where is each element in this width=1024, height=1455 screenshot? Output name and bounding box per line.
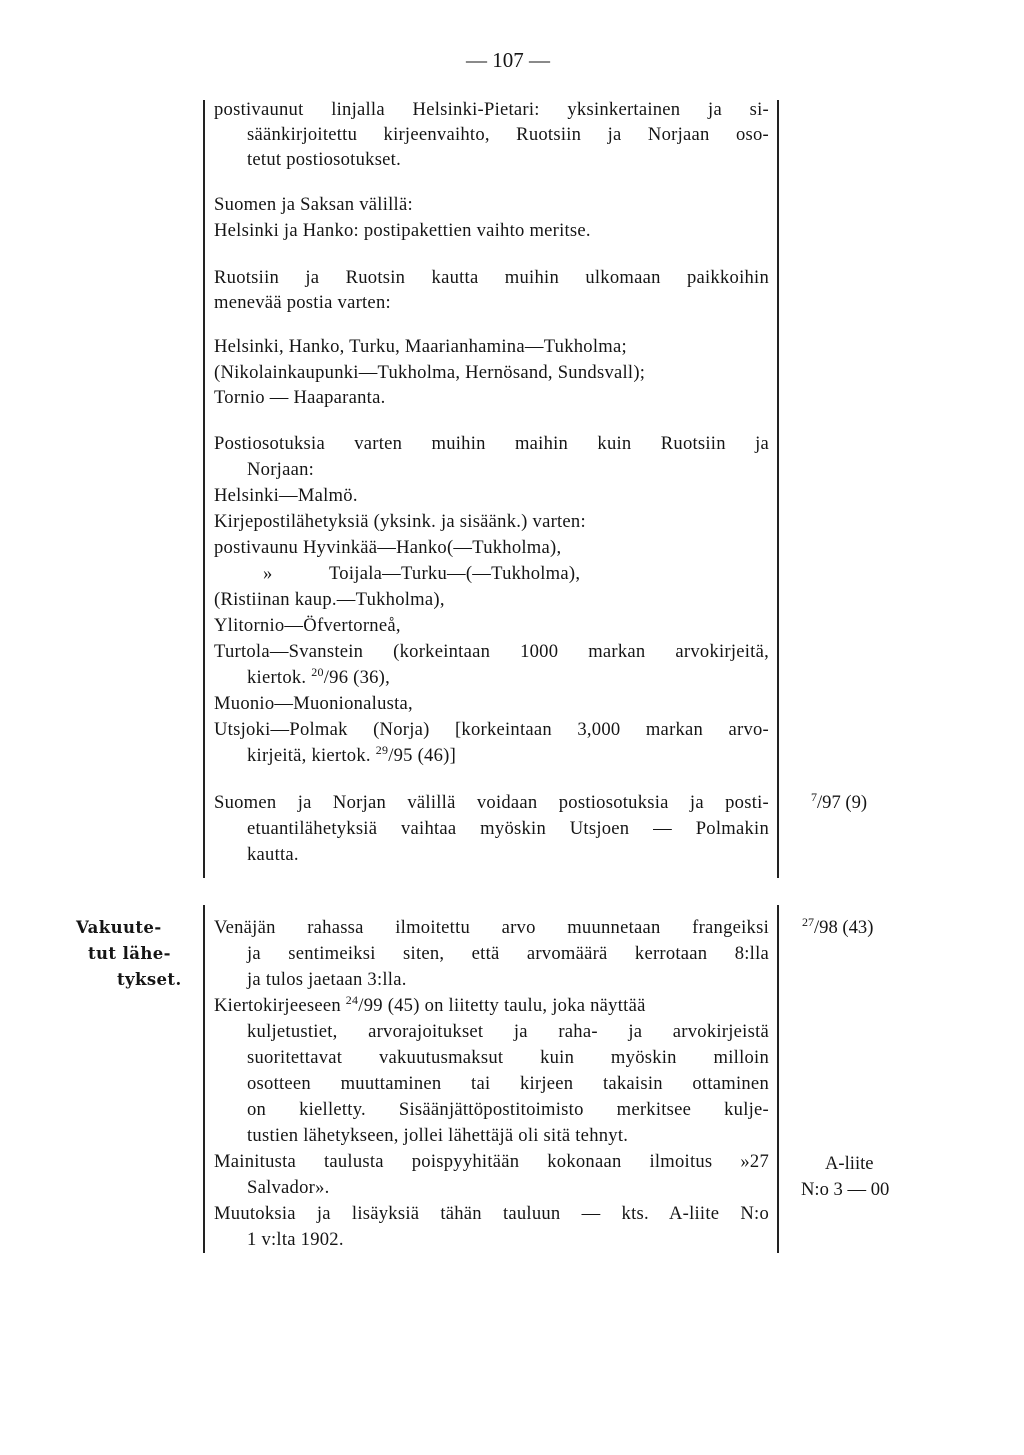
text-line: suoritettavat vakuutusmaksut kuin myöskin milloin xyxy=(247,1047,769,1068)
text-line: tetut postiosotukset. xyxy=(247,149,401,170)
text-segment: kiertok. xyxy=(247,667,307,688)
text-segment: kirjeitä, kiertok. xyxy=(247,745,371,766)
page-number: — 107 — xyxy=(466,48,550,72)
text-line: Salvador». xyxy=(247,1177,330,1198)
text-line xyxy=(247,665,390,691)
text-line: Kirjepostilähetyksiä (yksink. ja sisäänk.) varten: xyxy=(214,511,586,532)
text-segment: Kiertokirjeeseen xyxy=(214,995,341,1016)
text-line: tustien lähetykseen, jollei lähettäjä oli sitä tehnyt. xyxy=(247,1125,629,1146)
text-line: Muutoksia ja lisäyksiä tähän tauluun — kts. A-liite N:o xyxy=(214,1203,769,1224)
superscript: 24 xyxy=(345,993,359,1007)
ditto-mark: » xyxy=(263,563,273,584)
text-line: Postiosotuksia varten muihin maihin kuin Ruotsiin ja xyxy=(214,433,769,454)
text-line: Ruotsiin ja Ruotsin kautta muihin ulkomaan paikkoihin xyxy=(214,267,769,288)
left-column-rule xyxy=(203,100,205,878)
text-line: postivaunu Hyvinkää—Hanko(—Tukholma), xyxy=(214,537,562,558)
text-line: (Nikolainkaupunki—Tukholma, Hernösand, Sundsvall); xyxy=(214,362,646,383)
text-segment: /99 (45) on liitetty taulu, joka näyttää xyxy=(358,995,646,1016)
text-line: Helsinki—Malmö. xyxy=(214,485,358,506)
text-line: Toijala—Turku—(—Tukholma), xyxy=(329,563,581,584)
superscript: 29 xyxy=(375,743,389,757)
text-line: postivaunut linjalla Helsinki-Pietari: yksinkertainen ja si- xyxy=(214,99,769,120)
right-column-rule xyxy=(777,100,779,878)
text-line: kuljetustiet, arvorajoitukset ja raha- ja arvokirjeistä xyxy=(247,1021,769,1042)
text-line: etuantilähetyksiä vaihtaa myöskin Utsjoen — Polmakin xyxy=(247,818,769,839)
margin-reference xyxy=(802,915,873,941)
text-line: (Ristiinan kaup.—Tukholma), xyxy=(214,589,445,610)
superscript: 20 xyxy=(311,665,324,679)
text-line: menevää postia varten: xyxy=(214,292,391,313)
text-line: säänkirjoitettu kirjeenvaihto, Ruotsiin ja Norjaan oso- xyxy=(247,124,769,145)
text-line: osotteen muuttaminen tai kirjeen takaisin ottaminen xyxy=(247,1073,769,1094)
text-line: Helsinki, Hanko, Turku, Maarianhamina—Tukholma; xyxy=(214,336,627,357)
text-line: Norjaan: xyxy=(247,459,315,480)
text-line: Turtola—Svanstein (korkeintaan 1000 markan arvokirjeitä, xyxy=(214,641,769,662)
text-line: Mainitusta taulusta poispyyhitään kokonaan ilmoitus »27 xyxy=(214,1151,769,1172)
text-line xyxy=(247,743,456,769)
text-line: Muonio—Muonionalusta, xyxy=(214,693,413,714)
text-line: Venäjän rahassa ilmoitettu arvo muunnetaan frangeiksi xyxy=(214,917,769,938)
text-line: Suomen ja Saksan välillä: xyxy=(214,194,413,215)
margin-heading: Vakuute- xyxy=(76,918,162,937)
text-segment: /98 (43) xyxy=(814,917,874,938)
margin-reference xyxy=(811,790,867,816)
margin-reference: N:o 3 — 00 xyxy=(801,1179,890,1200)
text-line: Suomen ja Norjan välillä voidaan postiosotuksia ja posti- xyxy=(214,792,769,813)
right-column-rule-lower xyxy=(777,905,779,1253)
text-line: 1 v:lta 1902. xyxy=(247,1229,344,1250)
text-line: kautta. xyxy=(247,844,299,865)
text-segment: /95 (46)] xyxy=(388,745,457,766)
text-line: on kielletty. Sisäänjättöpostitoimisto merkitsee kulje- xyxy=(247,1099,769,1120)
text-line: ja tulos jaetaan 3:lla. xyxy=(247,969,407,990)
superscript: 7 xyxy=(811,790,817,804)
margin-reference: A-liite xyxy=(825,1153,874,1174)
margin-heading: tut lähe- xyxy=(88,944,171,963)
text-line xyxy=(214,993,646,1019)
text-segment: /96 (36), xyxy=(323,667,391,688)
left-column-rule-lower xyxy=(203,905,205,1253)
text-segment: /97 (9) xyxy=(817,792,868,813)
text-line: Ylitornio—Öfvertorneå, xyxy=(214,615,401,636)
text-line: Tornio — Haaparanta. xyxy=(214,387,386,408)
superscript: 27 xyxy=(802,915,814,929)
text-line: Helsinki ja Hanko: postipakettien vaihto meritse. xyxy=(214,220,591,241)
text-line: ja sentimeiksi siten, että arvomäärä kerrotaan 8:lla xyxy=(247,943,769,964)
margin-heading: tykset. xyxy=(117,970,182,989)
text-line: Utsjoki—Polmak (Norja) [korkeintaan 3,000 markan arvo- xyxy=(214,719,769,740)
